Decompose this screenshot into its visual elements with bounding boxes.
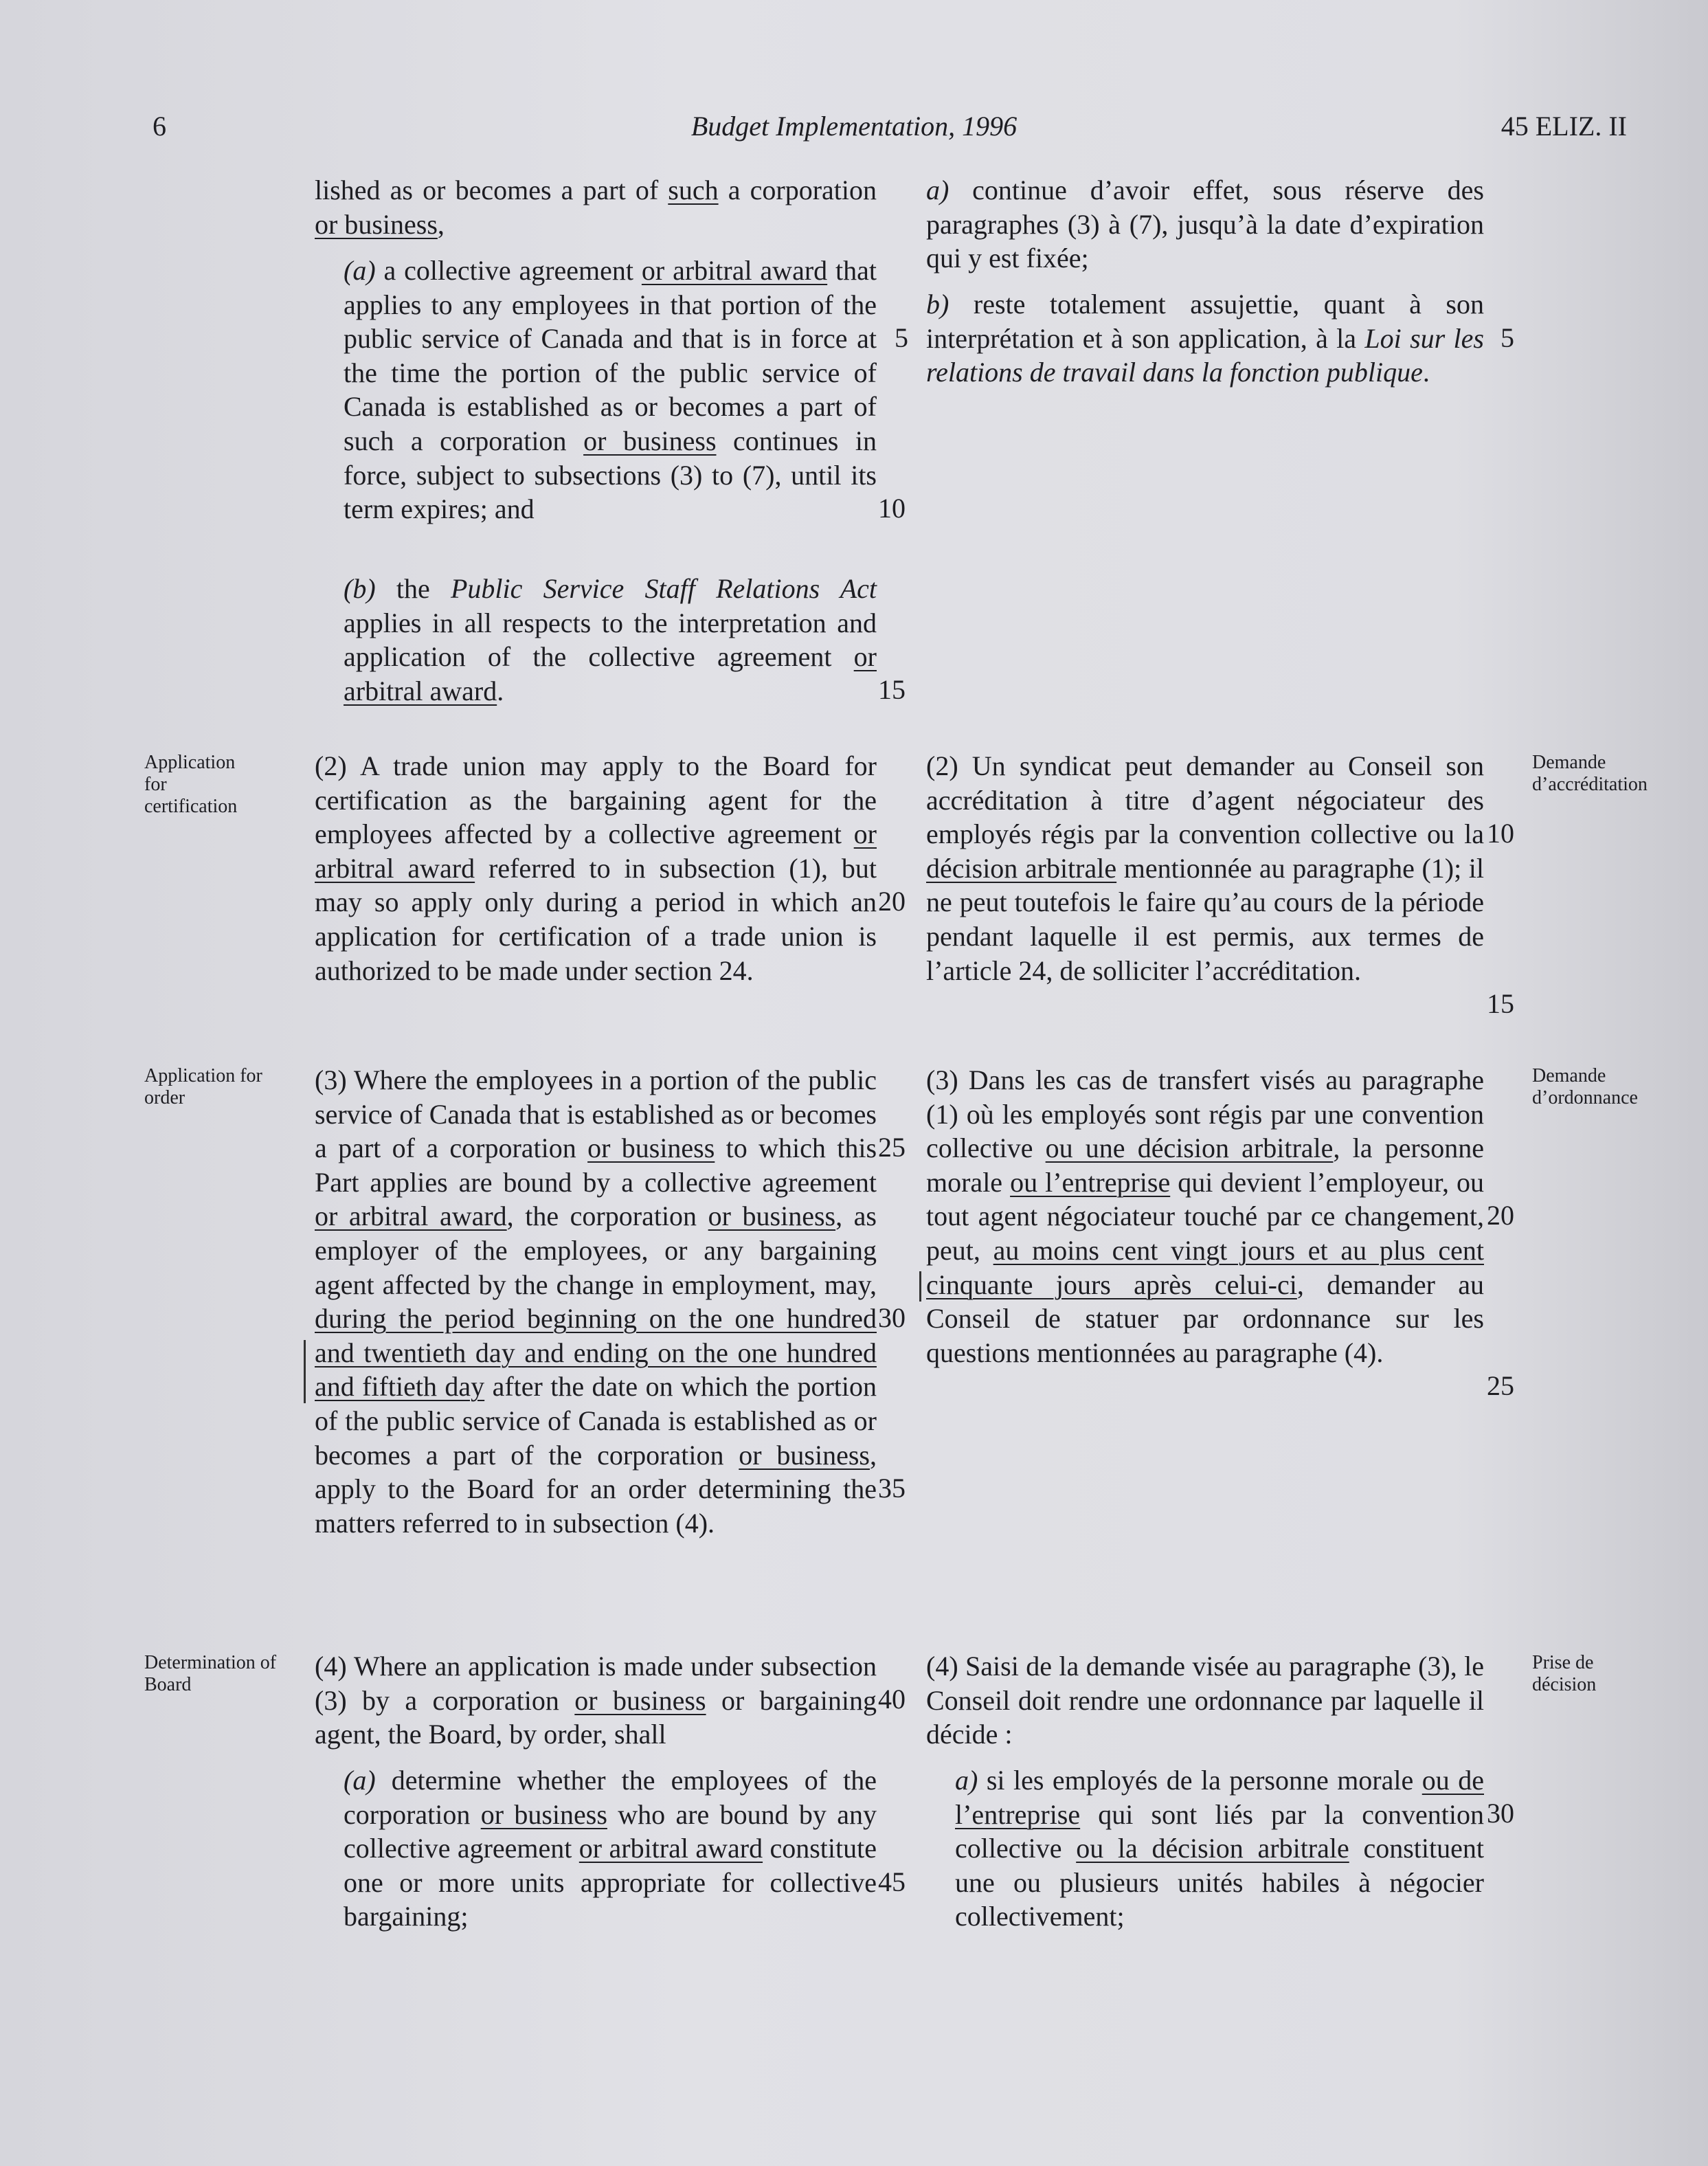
- margin-note-en-order: Application for order: [144, 1065, 262, 1108]
- english-subsection-4-a: (a) determine whether the employees of the corporation or business who are bound by any collective agreement or arbitral award constitute one or more units appropriate for collective bargaining;: [344, 1765, 877, 1932]
- line-number: 5: [895, 322, 908, 353]
- margin-note-en-certification: Application for certification: [144, 752, 238, 817]
- margin-note-fr-accreditation: Demande d’accréditation: [1532, 752, 1648, 795]
- line-number: 45: [878, 1866, 906, 1897]
- margin-note-fr-ordonnance: Demande d’ordonnance: [1532, 1065, 1638, 1108]
- margin-note-fr-decision: Prise de décision: [1532, 1652, 1597, 1695]
- line-number: 15: [1487, 988, 1514, 1019]
- line-number: 35: [878, 1473, 906, 1504]
- line-number: 30: [878, 1302, 906, 1333]
- english-subsection-4: (4) Where an application is made under subsection (3) by a corporation or business or bargaining agent, the Board, by order, shall: [315, 1651, 877, 1750]
- french-subsection-2: (2) Un syndicat peut demander au Conseil son accréditation à titre d’agent négociateur des employés régis par la convention collective ou la décision arbitrale mentionnée au paragraphe (1); il ne peut toutefois le faire qu’au cours de la période pendant laquelle il est permis, aux termes de l’article 24, de solliciter l’accréditation.: [926, 750, 1484, 986]
- line-number: 30: [1487, 1798, 1514, 1829]
- page-number: 6: [153, 111, 166, 142]
- line-number: 10: [1487, 818, 1514, 849]
- line-number: 20: [1487, 1200, 1514, 1231]
- line-number: 15: [878, 674, 906, 705]
- line-number: 20: [878, 886, 906, 917]
- english-paragraph-a: (a) a collective agreement or arbitral award that applies to any employees in that portion of the public service of Canada and that is in force at the time the portion of the public service of Canada is established as or becomes a part of such a corporation or business continues in force, subject to subsections (3) to (7), until its term expires; and: [344, 255, 877, 525]
- french-subsection-3: (3) Dans les cas de transfert visés au paragraphe (1) où les employés sont régis par une convention collective ou une décision arbitrale, la personne morale ou l’entreprise qui devient l’employeur, ou tout agent négociateur touché par ce changement, peut, au moins cent vingt jours et au plus cent cinquante jours après celui-ci, demander au Conseil de statuer par ordonnance sur les questions mentionnées au paragraphe (4).: [926, 1064, 1485, 1368]
- running-title: Budget Implementation, 1996: [690, 111, 1018, 142]
- french-paragraph-b: b) reste totalement assujettie, quant à son interprétation et à son application, à la Loi sur les relations de travail dans la fonction publique.: [926, 289, 1484, 388]
- english-subsection-2: (2) A trade union may apply to the Board for certification as the bargaining agent for the employees affected by a collective agreement or arbitral award referred to in subsection (1), but may so apply only during a period in which an application for certification of a trade union is authorized to be made under section 24.: [315, 750, 877, 986]
- line-number: 40: [878, 1684, 906, 1715]
- english-paragraph-b: (b) the Public Service Staff Relations Act applies in all respects to the interpretation and application of the collective agreement or arbitral award.: [344, 573, 877, 706]
- french-paragraph-a: a) continue d’avoir effet, sous réserve des paragraphes (3) à (7), jusqu’à la date d’expiration qui y est fixée;: [926, 175, 1484, 274]
- french-subsection-4: (4) Saisi de la demande visée au paragraphe (3), le Conseil doit rendre une ordonnance par laquelle il décide :: [926, 1651, 1484, 1750]
- line-number: 25: [878, 1132, 906, 1163]
- line-number: 5: [1501, 322, 1514, 353]
- english-subsection-3: (3) Where the employees in a portion of the public service of Canada that is established as or becomes a part of a corporation or business to which this Part applies are bound by a collective agreement or arbitral award, the corporation or business, as employer of the employees, or any bargaining agent affected by the change in employment, may, during the period beginning on the one hundred and twentieth day and ending on the one hundred and fiftieth day after the date on which the portion of the public service of Canada is established as or becomes a part of the corporation or business, apply to the Board for an order determining the matters referred to in subsection (4).: [315, 1064, 877, 1539]
- line-number: 25: [1487, 1370, 1514, 1401]
- english-continuation: lished as or becomes a part of such a corporation or business,: [315, 175, 877, 240]
- regnal-year: 45 ELIZ. II: [1501, 111, 1627, 142]
- french-subsection-4-a: a) si les employés de la personne morale ou de l’entreprise qui sont liés par la convention collective ou la décision arbitrale constituent une ou plusieurs unités habiles à négocier collectivement;: [955, 1765, 1484, 1932]
- line-number: 10: [878, 493, 906, 524]
- change-bar: [304, 1340, 306, 1403]
- change-bar: [919, 1271, 921, 1302]
- margin-note-en-determination: Determination of Board: [144, 1652, 277, 1695]
